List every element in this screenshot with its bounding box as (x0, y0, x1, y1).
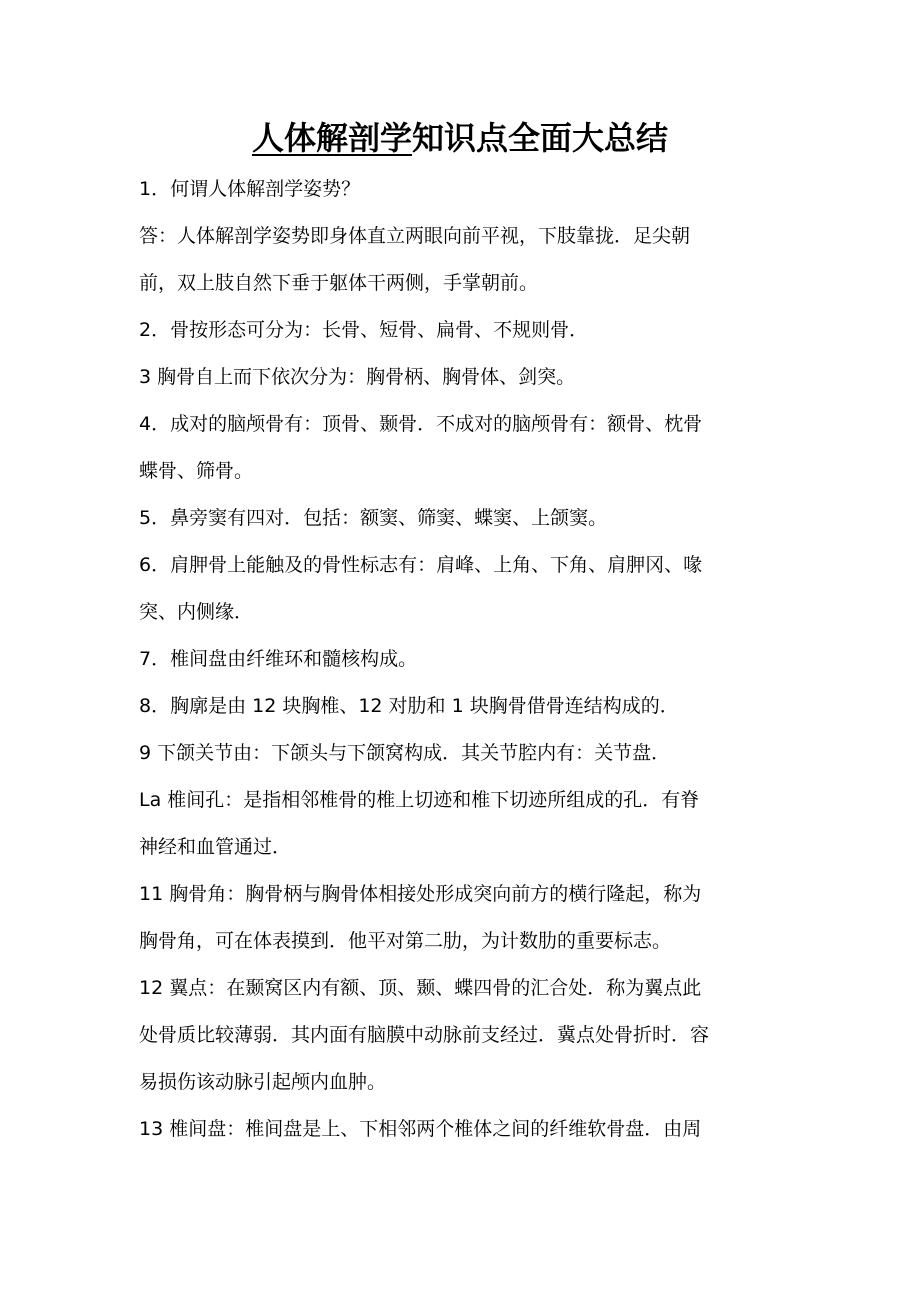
text-line: 前，双上肢自然下垂于躯体干两侧，手掌朝前。 (139, 272, 539, 294)
text-line: 4．成对的脑颅骨有：顶骨、颞骨．不成对的脑颅骨有：额骨、枕骨 (139, 413, 703, 435)
text-line: 处骨质比较薄弱．其内面有脑膜中动脉前支经过．冀点处骨折时．容 (139, 1024, 710, 1046)
text-line: 6．肩胛骨上能触及的骨性标志有：肩峰、上角、下角、肩胛冈、喙 (139, 554, 703, 576)
text-line: 突、内侧缘． (139, 601, 254, 623)
text-line: 9 下颌关节由：下颌头与下颌窝构成．其关节腔内有：关节盘． (139, 742, 671, 764)
text-line: 5．鼻旁窦有四对．包括：额窦、筛窦、蝶窦、上颌窦。 (139, 507, 608, 529)
text-line: 易损伤该动脉引起颅内血肿。 (139, 1071, 387, 1093)
text-line: 8．胸廓是由 12 块胸椎、12 对肋和 1 块胸骨借骨连结构成的． (139, 695, 679, 717)
text-line: La 椎间孔：是指相邻椎骨的椎上切迹和椎下切迹所组成的孔．有脊 (139, 789, 700, 811)
text-line: 1．何谓人体解剖学姿势？ (139, 178, 361, 200)
title-underlined-part: 人体解剖学 (251, 119, 412, 157)
title-rest-part: 知识点全面大总结 (412, 119, 669, 157)
text-line: 13 椎间盘：椎间盘是上、下相邻两个椎体之间的纤维软骨盘．由周 (139, 1118, 702, 1140)
text-line: 神经和血管通过． (139, 836, 292, 858)
text-line: 11 胸骨角：胸骨柄与胸骨体相接处形成突向前方的横行隆起，称为 (139, 883, 702, 905)
text-line: 12 翼点：在颞窝区内有额、顶、颞、蝶四骨的汇合处．称为翼点此 (139, 977, 702, 999)
text-line: 蝶骨、筛骨。 (139, 460, 254, 482)
text-line: 答：人体解剖学姿势即身体直立两眼向前平视，下肢靠拢．足尖朝 (139, 225, 691, 247)
body-text (139, 166, 787, 1153)
text-line: 胸骨角，可在体表摸到．他平对第二肋，为计数肋的重要标志。 (139, 930, 672, 952)
page-title (0, 114, 920, 162)
text-line: 2．骨按形态可分为：长骨、短骨、扁骨、不规则骨． (139, 319, 589, 341)
text-line: 7．椎间盘由纤维环和髓核构成。 (139, 648, 418, 670)
text-line: 3 胸骨自上而下依次分为：胸骨柄、胸骨体、剑突。 (139, 366, 576, 388)
